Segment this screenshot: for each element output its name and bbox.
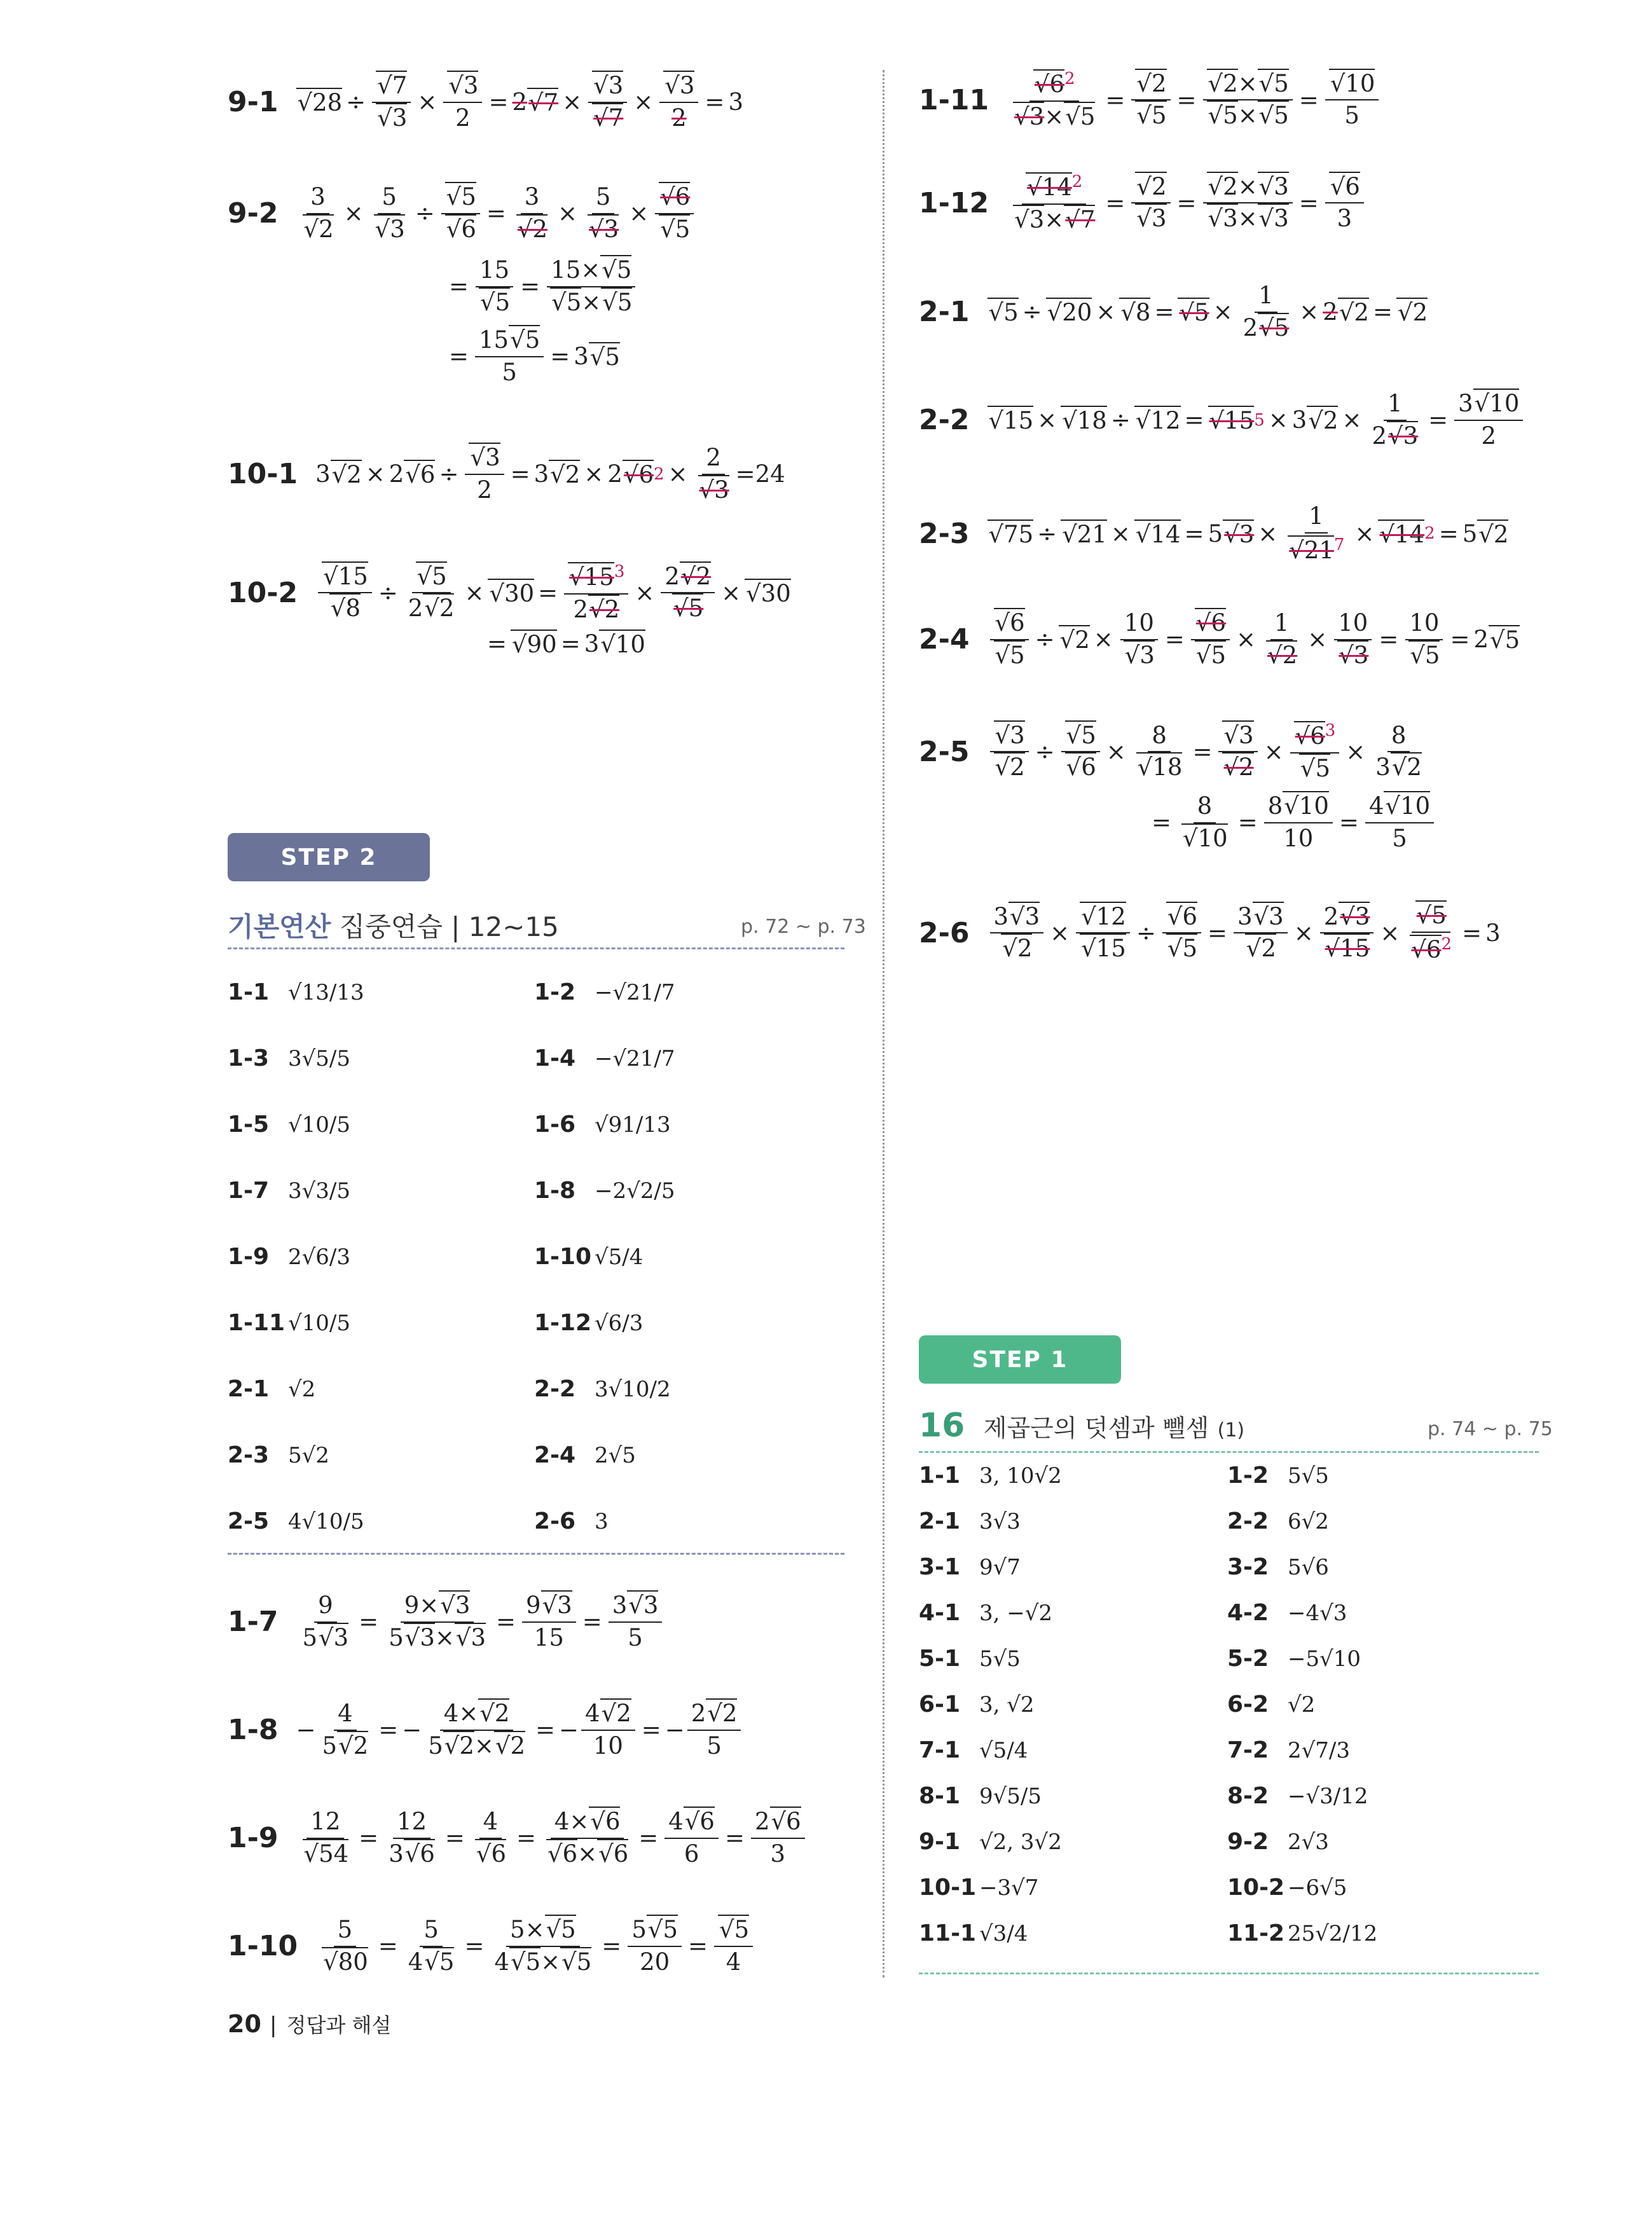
answer-value: −3√7 bbox=[979, 1875, 1039, 1901]
answer-label: 5-1 bbox=[919, 1646, 961, 1672]
answer-value: 3√10/2 bbox=[595, 1376, 671, 1402]
answer-label: 1-8 bbox=[534, 1178, 576, 1204]
problem-1-11: 1-11 √ $6^2$ √ 3×√ 5 = √ 2 √ 5 = √ 2×√ 5 √ 5×√ 5 = √ $\frac{10}{5}$ bbox=[919, 70, 1381, 130]
answer-value: √91/13 bbox=[595, 1112, 671, 1138]
answer-value: 2√7/3 bbox=[1288, 1737, 1351, 1763]
answer-value: 3√5/5 bbox=[288, 1045, 351, 1071]
answer-value: 3√3 bbox=[979, 1508, 1021, 1534]
answer-label: 1-10 bbox=[534, 1244, 592, 1270]
answer-label: 5-2 bbox=[1227, 1646, 1269, 1672]
answer-label: 1-3 bbox=[228, 1045, 270, 1071]
problem-9-2 bbox=[228, 184, 696, 242]
step1-badge: STEP 1 bbox=[919, 1335, 1121, 1384]
answer-value: 5√6 bbox=[1288, 1554, 1329, 1580]
answer-label: 2-2 bbox=[534, 1376, 576, 1402]
problem-2-1: 2-1 √ 5 ÷ √ 20 × √ 8 = √ 5 × $\frac{1}{2√ 5}$ × 2 √ 2 = √ 2 bbox=[919, 283, 1428, 341]
answer-label: 10-1 bbox=[919, 1875, 977, 1901]
problem-label: 2-4 bbox=[919, 623, 970, 656]
expression: 3 √ 2 × 5 √ 3 ÷ √ 5 √ 6 = 3 √ 2 × 5 √ 3 × √ 6 √ 5 bbox=[296, 184, 697, 242]
answer-item bbox=[228, 1112, 350, 1138]
answer-value: −2√2/5 bbox=[595, 1178, 675, 1204]
answer-label: 8-1 bbox=[919, 1783, 961, 1809]
solution-1-9: 1-9 12 √ 54 = $\frac{12}{3√ 6}$ = 4 √ 6 = 4×√ 6 √ 6×√ 6 = $\frac{4√ 6}{6}$ = $\frac{2√ 6}{3}$ bbox=[228, 1809, 808, 1867]
answer-value: 3 bbox=[595, 1508, 609, 1534]
problem-2-6: 2-6 3√ 3 √ 2 × √ 12 √ 15 ÷ √ 6 √ 5 = 3√ 3 √ 2 × 2√ 3 √ 15 × √ 5 √ $6^2$ = 3 bbox=[919, 903, 1501, 963]
answer-item bbox=[1227, 1691, 1315, 1717]
problem-label: 1-8 bbox=[228, 1714, 279, 1747]
answer-label: 1-6 bbox=[534, 1112, 576, 1138]
step1-bottom-rule bbox=[919, 1972, 1539, 1974]
page-number: 20 bbox=[228, 2010, 261, 2038]
answer-label: 1-9 bbox=[228, 1244, 270, 1270]
problem-9-1 bbox=[228, 73, 743, 131]
problem-10-1: 10-1 3 √ 2 × 2 √ 6 ÷ √ $\frac{3}{2}$ = 3 √ 2 × 2 √ 6 2 × 2 √ 3 =24 bbox=[228, 445, 785, 503]
step2-title: 기본연산 집중연습 | 12~15 bbox=[228, 911, 559, 942]
answer-value: −5√10 bbox=[1288, 1646, 1361, 1672]
answer-label: 10-2 bbox=[1227, 1875, 1285, 1901]
problem-label: 1-7 bbox=[228, 1606, 279, 1639]
answer-value: √6/3 bbox=[595, 1310, 644, 1336]
answer-value: 3, √2 bbox=[979, 1691, 1035, 1717]
step1-page-ref: p. 74 ~ p. 75 bbox=[1428, 1418, 1553, 1440]
answer-item bbox=[534, 1112, 671, 1138]
step2-bottom-rule bbox=[228, 1553, 844, 1555]
step2-page-ref: p. 72 ~ p. 73 bbox=[741, 916, 866, 938]
answer-value: √5/4 bbox=[979, 1737, 1028, 1763]
answer-item bbox=[919, 1920, 1028, 1946]
answer-value: 9√5/5 bbox=[979, 1783, 1042, 1809]
answer-item bbox=[228, 1442, 329, 1468]
answer-value: √2, 3√2 bbox=[979, 1829, 1062, 1855]
problem-label: 2-1 bbox=[919, 296, 970, 329]
answer-item bbox=[1227, 1508, 1329, 1534]
answer-item bbox=[1227, 1600, 1347, 1626]
answer-value: −6√5 bbox=[1288, 1875, 1347, 1901]
answer-label: 2-4 bbox=[534, 1442, 576, 1468]
answer-item bbox=[919, 1783, 1042, 1809]
problem-9-2-line3: = $\frac{15√ 5}{5}$ = 3 √ 5 bbox=[445, 327, 620, 385]
problem-10-2: 10-2 √ 15 √ 8 ÷ √ $\frac{5}{2√ 2}$ × √ 30 = √ $\frac{15^3}{2√ 2}$ × 2√ 2 √ 5 × √ 30 bbox=[228, 563, 791, 623]
answer-item bbox=[919, 1554, 1021, 1580]
step2-top-rule bbox=[228, 947, 844, 949]
answer-label: 1-5 bbox=[228, 1112, 270, 1138]
answer-value: −√21/7 bbox=[595, 979, 675, 1005]
answer-item bbox=[1227, 1646, 1361, 1672]
footer-text: 정답과 해설 bbox=[286, 2013, 392, 2037]
answer-value: √10/5 bbox=[288, 1310, 351, 1336]
answer-value: 2√5 bbox=[595, 1442, 636, 1468]
answer-item bbox=[1227, 1463, 1329, 1489]
answer-item bbox=[919, 1646, 1021, 1672]
answer-item bbox=[228, 1508, 364, 1534]
problem-label: 1-12 bbox=[919, 186, 989, 219]
answer-value: 25√2/12 bbox=[1288, 1920, 1378, 1946]
answer-label: 4-2 bbox=[1227, 1600, 1269, 1626]
problem-label: 1-10 bbox=[228, 1930, 298, 1963]
answer-item bbox=[534, 1244, 643, 1270]
answer-value: 5√5 bbox=[1288, 1463, 1329, 1489]
answer-item bbox=[534, 1310, 643, 1336]
answer-label: 1-4 bbox=[534, 1045, 576, 1071]
answer-item bbox=[1227, 1920, 1377, 1946]
step1-top-rule bbox=[919, 1451, 1539, 1453]
solution-1-8: 1-8 − $\frac{4}{5√ 2}$ = − $\frac{4\times√ 2}{5√ 2\times√ 2}$ = − $\frac{4√ 2}{10}$ = − $\frac{2√ 2}{5}$ bbox=[228, 1701, 743, 1759]
answer-item bbox=[1227, 1737, 1350, 1763]
answer-label: 2-5 bbox=[228, 1508, 270, 1534]
step2-badge: STEP 2 bbox=[228, 833, 430, 881]
solution-1-10: 1-10 5 √ 80 = $\frac{5}{4√ 5}$ = $\frac{5\times√ 5}{4√ 5\times√ 5}$ = $\frac{5√ 5}{20}$ = √ $\frac{5}{4}$ bbox=[228, 1917, 755, 1975]
answer-item bbox=[1227, 1783, 1368, 1809]
answer-label: 6-1 bbox=[919, 1691, 961, 1717]
answer-value: 3√3/5 bbox=[288, 1178, 351, 1204]
solution-1-7: 1-7 $\frac{9}{5√ 3}$ = $\frac{9\times√ 3}{5√ 3\times√ 3}$ = $\frac{9√ 3}{15}$ = $\frac{3√ 3}{5}$ bbox=[228, 1593, 664, 1651]
answer-item bbox=[228, 979, 364, 1005]
problem-10-2-line2: = √ 90 = 3 √ 10 bbox=[483, 630, 645, 658]
page-footer: 20 | 정답과 해설 bbox=[228, 2010, 392, 2038]
problem-label: 2-6 bbox=[919, 916, 970, 949]
answer-item bbox=[919, 1737, 1028, 1763]
problem-label: 2-5 bbox=[919, 735, 970, 768]
problem-label: 1-11 bbox=[919, 83, 989, 116]
step1-title: 16 제곱근의 덧셈과 뺄셈 (1) bbox=[919, 1407, 1245, 1445]
answer-label: 4-1 bbox=[919, 1600, 961, 1626]
problem-label: 2-3 bbox=[919, 517, 970, 550]
answer-value: √3/4 bbox=[979, 1920, 1028, 1946]
answer-item bbox=[534, 1178, 675, 1204]
problem-2-2: 2-2 √ 15 × √ 18 ÷ √ 12 = √ 15 5 × 3 √ 2 × $\frac{1}{2√ 3}$ = $\frac{3√ 10}{2}$ bbox=[919, 391, 1525, 449]
answer-value: −√21/7 bbox=[595, 1045, 675, 1071]
answer-value: 5√5 bbox=[979, 1646, 1021, 1672]
answer-label: 2-2 bbox=[1227, 1508, 1269, 1534]
answer-label: 1-7 bbox=[228, 1178, 270, 1204]
answer-value: √5/4 bbox=[595, 1244, 644, 1270]
answer-value: −4√3 bbox=[1288, 1600, 1347, 1626]
answer-item bbox=[534, 1508, 609, 1534]
answer-label: 1-11 bbox=[228, 1310, 286, 1336]
problem-label: 10-1 bbox=[228, 458, 298, 491]
answer-label: 3-2 bbox=[1227, 1554, 1269, 1580]
answer-item bbox=[919, 1691, 1035, 1717]
problem-2-5-line2: = 8 √ 10 = $\frac{8√ 10}{10}$ = $\frac{4√ 10}{5}$ bbox=[1148, 794, 1436, 851]
answer-label: 9-1 bbox=[919, 1829, 961, 1855]
answer-item bbox=[228, 1178, 350, 1204]
problem-label: 2-2 bbox=[919, 404, 970, 437]
answer-item bbox=[228, 1376, 315, 1402]
answer-label: 6-2 bbox=[1227, 1691, 1269, 1717]
answer-item bbox=[919, 1875, 1038, 1901]
answer-item bbox=[228, 1244, 350, 1270]
answer-label: 1-1 bbox=[919, 1463, 961, 1489]
answer-value: 3, −√2 bbox=[979, 1600, 1053, 1626]
answer-item bbox=[534, 979, 675, 1005]
answer-value: 6√2 bbox=[1288, 1508, 1329, 1534]
answer-value: 4√10/5 bbox=[288, 1508, 364, 1534]
answer-value: √13/13 bbox=[288, 979, 364, 1005]
answer-value: √2 bbox=[1288, 1691, 1316, 1717]
answer-value: √10/5 bbox=[288, 1112, 351, 1138]
answer-item bbox=[919, 1829, 1062, 1855]
problem-2-3: 2-3 √ 75 ÷ √ 21 × √ 14 = 5 √ 3 × 1 √ $21^7$ × √ 14 2 = 5 √ 2 bbox=[919, 504, 1508, 564]
answer-item bbox=[1227, 1829, 1329, 1855]
answer-value: 2√3 bbox=[1288, 1829, 1329, 1855]
answer-label: 1-12 bbox=[534, 1310, 592, 1336]
answer-item bbox=[228, 1045, 350, 1071]
answer-item bbox=[919, 1600, 1052, 1626]
answer-item bbox=[534, 1045, 675, 1071]
answer-value: √2 bbox=[288, 1376, 316, 1402]
problem-2-5: 2-5 √ 3 √ 2 ÷ √ 5 √ 6 × 8 √ 18 = √ 3 √ 2 × √ $6^3$ √ 5 × $\frac{8}{3√ 2}$ bbox=[919, 722, 1428, 782]
answer-label: 7-2 bbox=[1227, 1737, 1269, 1763]
answer-value: 2√6/3 bbox=[288, 1244, 351, 1270]
answer-label: 2-1 bbox=[919, 1508, 961, 1534]
column-divider bbox=[883, 70, 885, 1978]
answer-value: 9√7 bbox=[979, 1554, 1021, 1580]
answer-item bbox=[534, 1376, 671, 1402]
answer-value: 5√2 bbox=[288, 1442, 329, 1468]
answer-label: 1-1 bbox=[228, 979, 270, 1005]
answer-value: −√3/12 bbox=[1288, 1783, 1368, 1809]
answer-item bbox=[1227, 1875, 1347, 1901]
answer-label: 1-2 bbox=[534, 979, 576, 1005]
answer-label: 1-2 bbox=[1227, 1463, 1269, 1489]
answer-value: 3, 10√2 bbox=[979, 1463, 1062, 1489]
answer-item bbox=[919, 1463, 1062, 1489]
answer-label: 2-3 bbox=[228, 1442, 270, 1468]
answer-label: 7-1 bbox=[919, 1737, 961, 1763]
answer-item bbox=[919, 1508, 1021, 1534]
expression: √ 28 ÷ √ 7 √ 3 × √ $\frac{3}{2}$ = 2 √ 7 × √ 3 √ 7 × √ $\frac{3}{2}$ = 3 bbox=[296, 73, 743, 131]
answer-label: 3-1 bbox=[919, 1554, 961, 1580]
answer-label: 8-2 bbox=[1227, 1783, 1269, 1809]
answer-label: 2-1 bbox=[228, 1376, 270, 1402]
answer-item bbox=[534, 1442, 636, 1468]
problem-9-2-line2: = 15 √ 5 = 15×√ 5 √ 5×√ 5 bbox=[445, 258, 638, 315]
problem-label: 9-1 bbox=[228, 86, 279, 119]
right-column bbox=[887, 0, 1652, 2230]
problem-2-4: 2-4 √ 6 √ 5 ÷ √ 2 × 10 √ 3 = √ 6 √ 5 × 1 √ 2 × 10 √ 3 = 10 √ 5 = 2 √ 5 bbox=[919, 610, 1520, 668]
answer-item bbox=[1227, 1554, 1329, 1580]
problem-1-12: 1-12 √ $14^2$ √ 3×√ 7 = √ 2 √ 3 = √ 2×√ 3 √ 3×√ 3 = √ $\frac{6}{3}$ bbox=[919, 173, 1366, 233]
answer-label: 9-2 bbox=[1227, 1829, 1269, 1855]
answer-label: 11-1 bbox=[919, 1920, 977, 1946]
answer-label: 11-2 bbox=[1227, 1920, 1285, 1946]
problem-label: 9-2 bbox=[228, 197, 279, 230]
problem-label: 10-2 bbox=[228, 576, 298, 609]
answer-item bbox=[228, 1310, 350, 1336]
answer-label: 2-6 bbox=[534, 1508, 576, 1534]
problem-label: 1-9 bbox=[228, 1822, 279, 1855]
